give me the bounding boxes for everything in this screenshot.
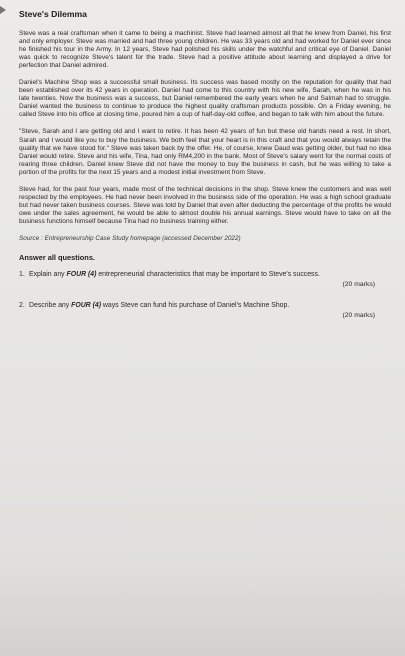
paragraph-4: Steve had, for the past four years, made most of the technical decisions in the shop. Steve knew the customers and was well respected by the employees. He had never been involved in the business side of the operation. He was a high school graduate but had never taken business courses. Steve was told by Daniel that even after deducting the percentage of the profits he would owe under the sales agreement, he would be able to almost double his annual earnings. Steve would have to take on all the business functions himself because Tina had no business training either. [19, 185, 391, 225]
answer-instruction: Answer all questions. [19, 252, 95, 262]
question-2 [19, 302, 391, 321]
case-study-content [19, 9, 391, 333]
source-citation: Source : Entrepreneurship Case Study homepage (accessed December 2022) [19, 234, 241, 242]
question-text: Describe any FOUR (4) ways Steve can fund his purchase of Daniel's Machine Shop. [29, 301, 290, 309]
question-emphasis: FOUR (4) [66, 270, 97, 278]
question-emphasis: FOUR (4) [71, 301, 101, 309]
page-corner-mark [0, 6, 6, 14]
paragraph-1: Steve was a real craftsman when it came to being a machinist. Steve had learned almost all that he knew from Daniel, his first and only employer. Steve was married and had three young children. He was 33 years old and had worked for Daniel ever since he finished his tour in the Army. In 12 years, Steve had polished his skills under the watchful and critical eye of Daniel. Daniel was quick to recognize Steve's talent for the trade. Steve had a positive attitude about learning and displayed a drive for perfection that Daniel admired. [19, 30, 391, 70]
paragraph-3: "Steve, Sarah and I are getting old and I want to retire. It has been 42 years of fun but these old hands need a rest. In short, Sarah and I would like you to buy the business. We both feel that your heart is in this craft and that you would always retain the quality that we have stood for." Steve was taken back by the offer. He, of course, knew Daud was getting older, but had no idea Daniel would retire. Steve and his wife, Tina, had only RM4,200 in the bank. Most of Steve's salary went for the normal costs of rearing three children. Daniel knew Steve did not have the money to buy the business in cash, but he was willing to take a portion of the profits for the next 15 years and a modest initial investment from Steve. [19, 128, 391, 176]
question-text: Explain any FOUR (4) entrepreneurial characteristics that may be important to Steve's success. [29, 270, 320, 278]
question-1 [19, 271, 391, 290]
question-number: 2. [19, 301, 25, 309]
question-marks: (20 marks) [342, 312, 375, 320]
question-number: 1. [19, 270, 25, 278]
question-marks: (20 marks) [342, 281, 375, 289]
paragraph-2: Daniel's Machine Shop was a successful small business. Its success was based mostly on the reputation for quality that had been established over its 42 years in operation. Daniel had come to this country with his new wife, Sarah, when he was in his late twenties. Now the business was a success, but Daniel remembered the early years when he and Salmah had to struggle. Daniel wanted the business to continue to produce the highest quality craftsman products possible. On a Friday evening, he called Steve into his office at closing time, poured him a cup of half-day-old coffee, and began to talk with him about the future. [19, 79, 391, 119]
case-study-title: Steve's Dilemma [19, 9, 87, 19]
page-bottom-shadow [0, 566, 405, 656]
